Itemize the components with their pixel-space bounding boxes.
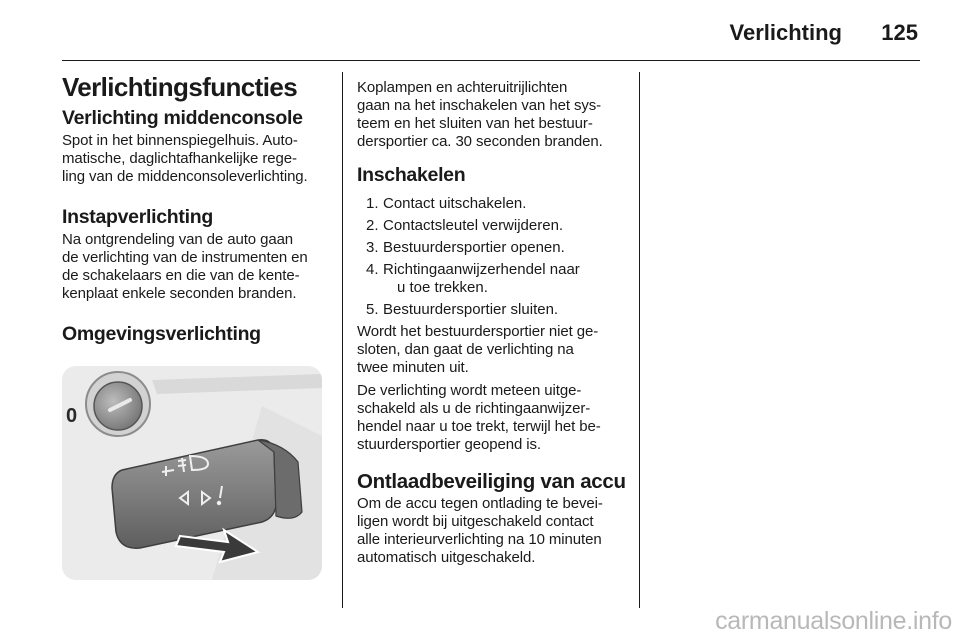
text-line: ling van de middenconsoleverlichting.	[62, 168, 308, 185]
step-number: 1.	[366, 195, 379, 212]
paragraph-middenconsole	[62, 132, 330, 186]
text-line: de schakelaars en die van de kente-	[62, 267, 300, 284]
page-header	[62, 14, 920, 61]
chapter-title: Verlichtingsfuncties	[62, 72, 298, 102]
step-text: Bestuurdersportier openen.	[383, 239, 565, 256]
paragraph-intro	[357, 79, 627, 151]
text-line: De verlichting wordt meteen uitge-	[357, 382, 582, 399]
lever-drawing	[62, 366, 322, 580]
section-title: Verlichting	[729, 20, 842, 45]
text-line: Wordt het bestuurdersportier niet ge-	[357, 323, 599, 340]
paragraph-niet-gesloten	[357, 323, 627, 377]
step-text: Richtingaanwijzerhendel naar	[383, 261, 580, 278]
text-line: Om de accu tegen ontlading te bevei-	[357, 495, 603, 512]
text-line: Spot in het binnenspiegelhuis. Auto-	[62, 132, 298, 149]
text-line: alle interieurverlichting na 10 minuten	[357, 531, 602, 548]
list-item	[357, 195, 627, 213]
column-divider-2	[639, 72, 640, 608]
text-line: twee minuten uit.	[357, 359, 469, 376]
step-text-continued: u toe trekken.	[397, 279, 488, 296]
step-text: Contact uitschakelen.	[383, 195, 527, 212]
column-2	[357, 79, 627, 567]
step-text: Bestuurdersportier sluiten.	[383, 301, 559, 318]
text-line: hendel naar u toe trekt, terwijl het be-	[357, 418, 601, 435]
paragraph-ontlaadbeveiliging	[357, 495, 627, 567]
text-line: automatisch uitgeschakeld.	[357, 549, 536, 566]
text-line: teem en het sluiten van het bestuur-	[357, 115, 593, 132]
column-1	[62, 72, 330, 346]
step-number: 4.	[366, 261, 379, 278]
heading-ontlaadbeveiliging: Ontlaadbeveiliging van accu	[357, 470, 626, 493]
paragraph-meteen-uitgeschakeld	[357, 382, 627, 454]
text-line: matische, daglichtafhankelijke rege-	[62, 150, 297, 167]
text-line: gaan na het inschakelen van het sys-	[357, 97, 602, 114]
step-text: Contactsleutel verwijderen.	[383, 217, 564, 234]
column-divider-1	[342, 72, 343, 608]
text-line: ligen wordt bij uitgeschakeld contact	[357, 513, 594, 530]
list-item	[357, 301, 627, 319]
text-line: dersportier ca. 30 seconden branden.	[357, 133, 603, 150]
steps-list	[357, 195, 627, 319]
heading-instapverlichting: Instapverlichting	[62, 206, 213, 228]
step-number: 2.	[366, 217, 379, 234]
step-number: 5.	[366, 301, 379, 318]
text-line: sloten, dan gaat de verlichting na	[357, 341, 574, 358]
text-line: Koplampen en achteruitrijlichten	[357, 79, 568, 96]
list-item	[357, 217, 627, 235]
heading-middenconsole: Verlichting middenconsole	[62, 107, 303, 129]
lever-illustration	[62, 366, 322, 580]
paragraph-instapverlichting	[62, 231, 330, 303]
step-number: 3.	[366, 239, 379, 256]
text-line: kenplaat enkele seconden branden.	[62, 285, 297, 302]
list-item	[357, 239, 627, 257]
page-number: 125	[881, 20, 918, 45]
text-line: schakeld als u de richtingaanwijzer-	[357, 400, 591, 417]
list-item	[357, 261, 627, 297]
heading-omgevingsverlichting: Omgevingsverlichting	[62, 323, 261, 345]
text-line: Na ontgrendeling van de auto gaan	[62, 231, 294, 248]
watermark: carmanualsonline.info	[715, 607, 952, 635]
heading-inschakelen: Inschakelen	[357, 164, 466, 186]
position-label-zero: 0	[66, 405, 78, 427]
text-line: de verlichting van de instrumenten en	[62, 249, 308, 266]
text-line: stuurdersportier geopend is.	[357, 436, 541, 453]
